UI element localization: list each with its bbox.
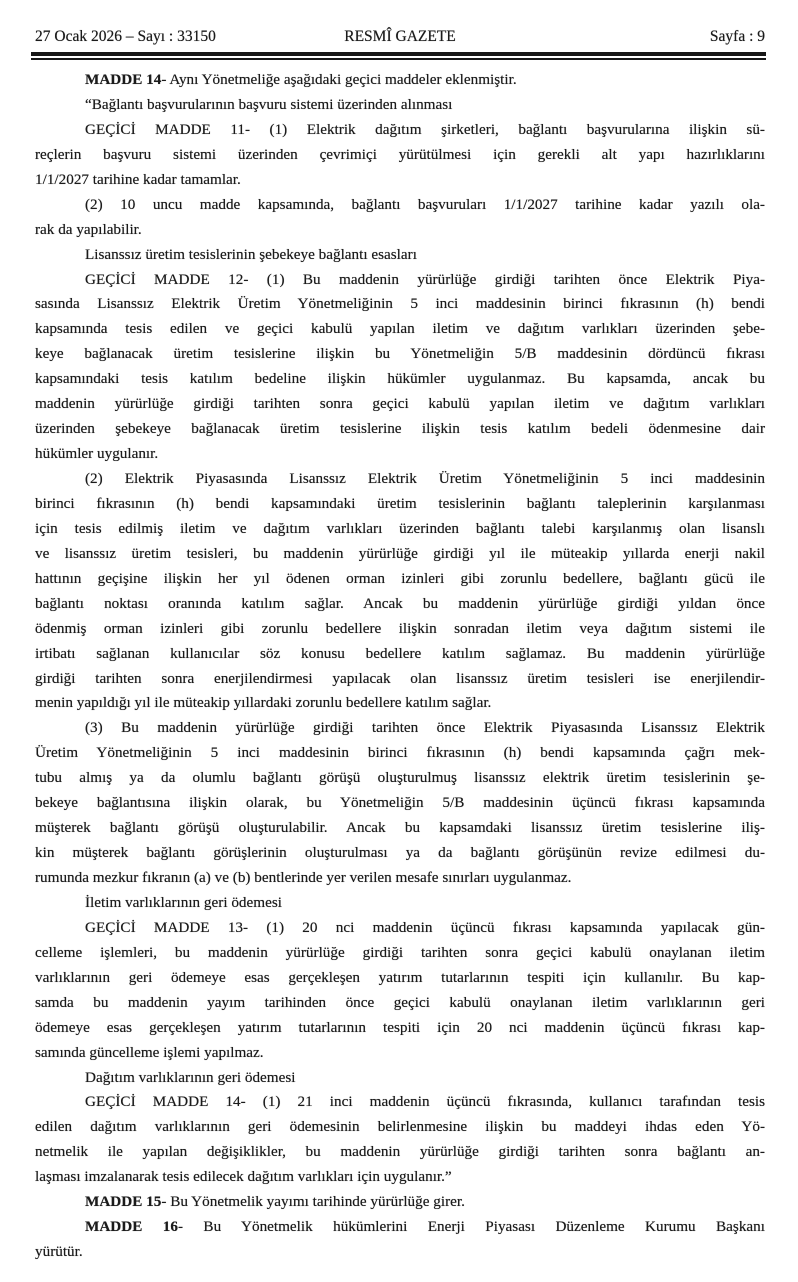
bold-article-label: MADDE 14 [85,71,162,88]
text-line: (2) 10 uncu madde kapsamında, bağlantı başvuruları 1/1/2027 tarihine kadar yazılı ola- [85,195,765,213]
header-page-number: Sayfa : 9 [709,28,766,45]
bold-article-label: MADDE 16 [85,1218,178,1236]
paragraph [35,93,765,118]
document-body [35,68,765,1265]
text-line: kapsamında tesis edilen ve geçici kabulü yapılan iletim ve dağıtım varlıkları üzerinden şebe- [35,320,765,338]
paragraph [35,1066,765,1091]
text-line: kapsamındaki tesis katılım bedeline ilişkin hükümler uygulanmaz. Bu kapsamda, ancak bu [35,370,765,388]
text-line: edilen dağıtım varlıklarının geri ödemesinin belirlenmesine ilişkin bu maddeyi ihdas eden Yö- [35,1118,765,1136]
paragraph [35,1190,765,1215]
text-line: hattının geçişine ilişkin her yıl ödenen orman izinleri gibi zorunlu bedellere, bağlantı gücü ile [35,569,765,587]
text-line: GEÇİCİ MADDE 14- (1) 21 inci maddenin üçüncü fıkrasında, kullanıcı tarafından tesis [85,1093,765,1111]
text-line: MADDE 16- Bu Yönetmelik hükümlerini Enerji Piyasası Düzenleme Kurumu Başkanı [85,1218,765,1236]
text-line: kin müşterek bağlantı görüşlerinin oluşturulması ya da bağlantı görüşünün revize edilmesi du- [35,844,765,862]
text-line: birinci fıkrasının (h) bendi kapsamındaki üretim tesislerinin bağlantı taleplerinin karşılanması [35,494,765,512]
text-line: rumunda mezkur fıkranın (a) ve (b) bentlerinde yer verilen mesafe sınırları uygulanmaz. [35,869,572,886]
text-line: celleme işlemleri, bu maddenin yürürlüğe girdiği tarihten sonra geçici kabulü onaylanan iletim [35,943,765,961]
text-line: varlıklarının geri ödemeye esas gerçekleşen yatırım tutarlarının tespiti için kullanılır. Bu kap- [35,968,765,986]
text-line: için tesis edilmiş iletim ve dağıtım varlıkları üzerinden bağlantı talebi karşılanmış olan lisanslı [35,519,765,537]
paragraph [35,891,765,916]
paragraph [35,1215,765,1265]
header-title: RESMÎ GAZETE [344,28,456,45]
text-line: netmelik ile yapılan değişiklikler, bu maddenin yürürlüğe girdiği tarihten sonra bağlantı an- [35,1143,765,1161]
page-header [35,29,765,44]
text-line: tubu almış ya da olumlu bağlantı görüşü oluşturulmuş lisanssız elektrik üretim tesislerinin şe- [35,769,765,787]
text-line: rak da yapılabilir. [35,220,142,238]
header-divider-rule [31,52,766,60]
text-line: Lisanssız üretim tesislerinin şebekeye bağlantı esasları [85,245,417,263]
text-line: (2) Elektrik Piyasasında Lisanssız Elektrik Üretim Yönetmeliğinin 5 inci maddesinin [85,470,765,487]
text-line: reçlerin başvuru sistemi üzerinden çevrimiçi yürütülmesi için gerekli alt yapı hazırlıklarını [35,145,765,163]
text-line: laşması imzalanarak tesis edilecek dağıtım varlıkları için uygulanır.” [35,1168,452,1186]
text-line: üzerinden şebekeye bağlanacak üretim tesislerine ilişkin tesis katılım bedeli ödenmesine dair [35,420,765,438]
text-line: MADDE 14- Aynı Yönetmeliğe aşağıdaki geçici maddeler eklenmiştir. [85,71,517,88]
paragraph [35,716,765,891]
text-line: maddenin yürürlüğe girdiği tarihten sonra geçici kabulü yapılan iletim ve dağıtım varlıkları [35,395,765,413]
text-line: ödenmiş orman izinleri gibi zorunlu bedellere ilişkin sonradan iletim veya dağıtım sistemi ile [35,619,765,637]
text-line: İletim varlıklarının geri ödemesi [85,893,282,911]
text-line: samında güncelleme işlemi yapılmaz. [35,1043,264,1061]
text-line: menin yapıldığı yıl ile müteakip yıllardaki zorunlu bedellere katılım sağlar. [35,694,492,712]
text-line: MADDE 15- Bu Yönetmelik yayımı tarihinde yürürlüğe girer. [85,1193,465,1211]
paragraph [35,243,765,268]
paragraph [35,118,765,193]
paragraph [35,193,765,243]
text-line: GEÇİCİ MADDE 12- (1) Bu maddenin yürürlüğe girdiği tarihten önce Elektrik Piya- [85,270,765,288]
paragraph [35,1090,765,1190]
text-line: hükümler uygulanır. [35,445,159,463]
header-date-issue: 27 Ocak 2026 – Sayı : 33150 [35,28,216,45]
text-line: “Bağlantı başvurularının başvuru sistemi üzerinden alınması [85,95,453,113]
text-line: müşterek bağlantı görüşü oluşturulabilir. Ancak bu kapsamdaki lisanssız üretim tesislerine iliş- [35,819,765,837]
paragraph [35,68,765,93]
text-line: Dağıtım varlıklarının geri ödemesi [85,1068,296,1086]
text-line: keye bağlanacak üretim tesislerine ilişkin bu Yönetmeliğin 5/B maddesinin dördüncü fıkrası [35,345,765,363]
text-line: samda bu maddenin yayım tarihinden önce geçici kabulü onaylanan iletim varlıklarının geri [35,993,765,1011]
text-line: (3) Bu maddenin yürürlüğe girdiği tarihten önce Elektrik Piyasasında Lisanssız Elektrik [85,719,765,737]
text-line: GEÇİCİ MADDE 11- (1) Elektrik dağıtım şirketleri, bağlantı başvurularına ilişkin sü- [85,120,765,138]
bold-article-label: MADDE 15 [85,1193,162,1211]
paragraph [35,268,765,468]
text-line: 1/1/2027 tarihine kadar tamamlar. [35,170,241,188]
paragraph [35,467,765,716]
text-line: ve lisanssız üretim tesisleri, bu maddenin yürürlüğe girdiği yıl ile müteakip yıllarda enerji nakil [35,544,765,562]
text-line: irtibatı sağlanan kullanıcılar söz konusu bedellere katılım sağlamaz. Bu maddenin yürürlüğe [35,644,765,662]
paragraph [35,916,765,1066]
text-line: sasında Lisanssız Elektrik Üretim Yönetmeliğinin 5 inci maddesinin birinci fıkrasının (h) bendi [35,295,765,313]
text-line: bekeye bağlantısına ilişkin olarak, bu Yönetmeliğin 5/B maddesinin üçüncü fıkrası kapsamında [35,794,765,812]
text-line: bağlantı noktası oranında katılım sağlar. Ancak bu maddenin yürürlüğe girdiği yıldan önce [35,594,765,612]
text-line: yürütür. [35,1243,83,1261]
text-line: Üretim Yönetmeliğinin 5 inci maddesinin birinci fıkrasının (h) bendi kapsamında çağrı mek- [35,744,765,762]
text-line: GEÇİCİ MADDE 13- (1) 20 nci maddenin üçüncü fıkrası kapsamında yapılacak gün- [85,918,765,936]
text-line: ödemeye esas gerçekleşen yatırım tutarlarının tespiti için 20 nci maddenin üçüncü fıkrası kap- [35,1018,765,1036]
text-line: girdiği tarihten sonra enerjilendirmesi yapılacak olan lisanssız üretim tesisleri ise enerjilendir- [35,669,765,687]
